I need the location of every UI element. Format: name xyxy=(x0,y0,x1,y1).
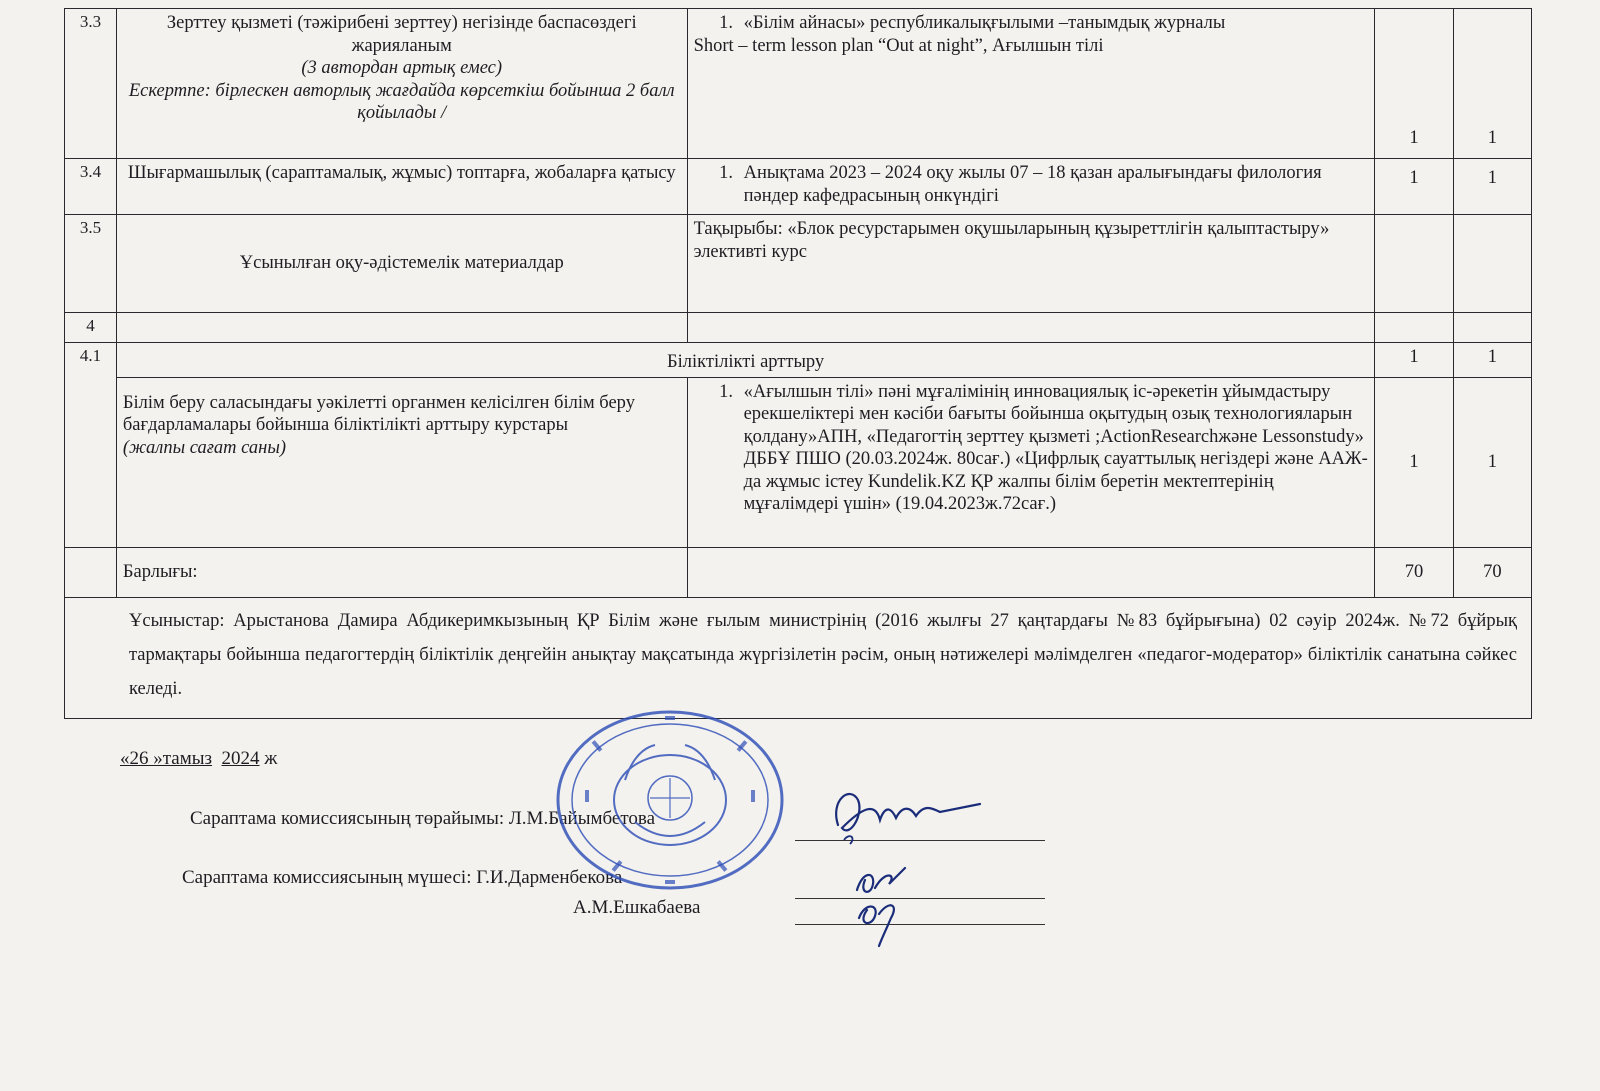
evidence-cell: 1. Анықтама 2023 – 2024 оқу жылы 07 – 18 қазан аралығындағы филология пәндер кафедрасының онкүндігі xyxy=(687,159,1375,215)
total-score: 70 xyxy=(1375,547,1453,597)
row-3-5 xyxy=(65,215,1532,313)
score-cell: 1 xyxy=(1375,377,1453,547)
score-cell xyxy=(1453,215,1531,313)
row-total xyxy=(65,547,1532,597)
evaluation-table xyxy=(64,8,1532,719)
criterion-cell: Шығармашылық (сараптамалық, жұмыс) топтарға, жобаларға қатысу xyxy=(116,159,687,215)
section-title: Біліктілікті арттыру xyxy=(116,343,1374,378)
row-number: 4.1 xyxy=(65,343,117,548)
row-3-3 xyxy=(65,9,1532,159)
criterion-cell: Зерттеу қызметі (тәжірибені зерттеу) негізінде баспасөздегі жарияланым (3 автордан артық емес) Ескертпе: бірлескен авторлық жағдайда көрсеткіш бойынша 2 балл қойылады / xyxy=(116,9,687,159)
member-signatory: Сараптама комиссиясының мүшесі: Г.И.Дарменбекова xyxy=(182,867,623,888)
official-stamp-icon xyxy=(555,710,785,890)
evidence-cell: 1. «Білім айнасы» республикалықғылыми –танымдық журналы Short – term lesson plan “Out at night”, Ағылшын тілі xyxy=(687,9,1375,159)
evidence-cell: 1. «Ағылшын тілі» пәні мұғалімінің инновациялық іс-әрекетін ұйымдастыру ерекшеліктері мен кәсіби бағыты бойынша оқытудың озық технологияларын қолдану»АПН, «Педагогтің зерттеу қызметі ;ActionResearchжәне Lessonstudy» ДББҰ ПШО (20.03.2024ж. 80сағ.) «Цифрлық сауаттылық негіздері және ААЖ- да жұмыс істеу Kundelik.KZ ҚР жалпы білім беретін мектептерінің мұғалімдері үшін» (19.04.2023ж.72сағ.) xyxy=(687,377,1375,547)
score-cell xyxy=(1375,215,1453,313)
recommendation-text: Ұсыныстар: Арыстанова Дамира Абдикеримкызының ҚР Білім және ғылым министрінің (2016 жылғы 27 қаңтардағы №83 бұйрығына) 02 сәуір 2024ж. №72 бұйрық тармақтары бойынша педагогтердің біліктілік деңгейін анықтау мақсатында жүргізілетін рәсім, оның нәтижелері мәлімделген «педагог-модератор» біліктілік санатына сәйкес келеді. xyxy=(65,597,1532,719)
row-recommendation xyxy=(65,597,1532,719)
evidence-cell: Тақырыбы: «Блок ресурстарымен оқушыларының құзыреттлігін қалыптастыру» элективті курс xyxy=(687,215,1375,313)
criterion-cell: Білім беру саласындағы уәкілетті органмен келісілген білім беру бағдарламалары бойынша біліктілікті арттыру курстары (жалпы сағат саны) xyxy=(116,377,687,547)
row-number: 3.3 xyxy=(65,9,117,159)
score-cell: 1 xyxy=(1375,159,1453,215)
member-signatory-2: А.М.Ешкабаева xyxy=(573,897,701,918)
score-cell: 1 xyxy=(1453,343,1531,378)
row-4-1 xyxy=(65,377,1532,547)
score-cell: 1 xyxy=(1453,159,1531,215)
row-4 xyxy=(65,313,1532,343)
row-3-4 xyxy=(65,159,1532,215)
row-number: 4 xyxy=(65,313,117,343)
criterion-cell: Ұсынылған оқу-әдістемелік материалдар xyxy=(116,215,687,313)
row-number: 3.5 xyxy=(65,215,117,313)
score-cell: 1 xyxy=(1453,377,1531,547)
chair-signature-icon xyxy=(820,780,990,850)
score-cell: 1 xyxy=(1375,343,1453,378)
total-score: 70 xyxy=(1453,547,1531,597)
score-cell: 1 xyxy=(1375,9,1453,159)
chair-signatory: Сараптама комиссиясының төрайымы: Л.М.Байымбетова xyxy=(190,808,656,829)
total-label: Барлығы: xyxy=(116,547,687,597)
row-4-1-header xyxy=(65,343,1532,378)
score-cell: 1 xyxy=(1453,9,1531,159)
date-line: «26 »тамыз 2024 ж xyxy=(120,748,278,769)
member-signature-icon xyxy=(845,860,935,950)
row-number: 3.4 xyxy=(65,159,117,215)
